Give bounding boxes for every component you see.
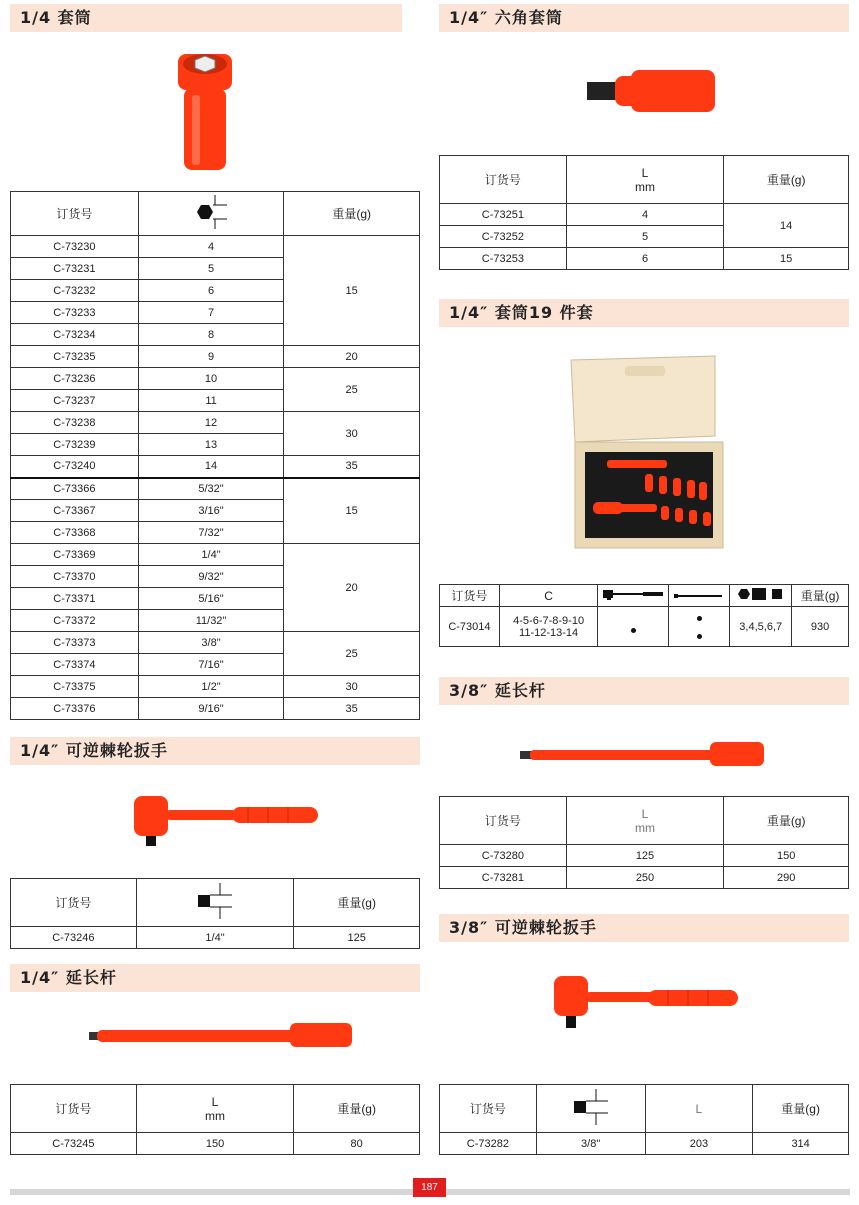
table-row: C-73376 (11, 698, 139, 720)
col-weight: 重量(g) (294, 879, 420, 927)
table-row: C-73246 (11, 927, 137, 949)
table-row: C-73234 (11, 324, 139, 346)
col-weight: 重量(g) (792, 585, 849, 607)
col-weight: 重量(g) (294, 1085, 420, 1133)
table-row: C-73252 (440, 226, 567, 248)
col-weight: 重量(g) (284, 192, 420, 236)
hex-socket-table: 订货号 L mm 重量(g) C-73251 4 14 C-73252 5 C-73253 6 15 (439, 155, 849, 270)
table-row: C-73253 (440, 248, 567, 270)
section-title-quarter-extension: 1/4″ 延长杆 (10, 964, 420, 992)
table-row: C-73240 (11, 456, 139, 478)
table-row: C-73281 (440, 867, 567, 889)
col-order-no: 订货号 (440, 585, 500, 607)
included-dot (697, 616, 702, 621)
col-weight: 重量(g) (753, 1085, 849, 1133)
section-title-quarter-socket: 1/4 套筒 (10, 4, 402, 32)
quarter-extension-table: 订货号 L mm 重量(g) C-73245 150 80 (10, 1084, 420, 1155)
ratchet-image (548, 972, 743, 1042)
col-length: L mm (566, 797, 724, 845)
table-row: C-73372 (11, 610, 139, 632)
col-c: C (499, 585, 598, 607)
table-row: C-73014 (440, 607, 500, 647)
col-order-no: 订货号 (440, 797, 567, 845)
col-weight: 重量(g) (724, 797, 849, 845)
table-row: C-73231 (11, 258, 139, 280)
table-row: C-73233 (11, 302, 139, 324)
table-row: C-73236 (11, 368, 139, 390)
table-row: C-73239 (11, 434, 139, 456)
col-order-no: 订货号 (11, 879, 137, 927)
table-row: C-73367 (11, 500, 139, 522)
ratchet-image (128, 790, 323, 860)
table-row: C-73238 (11, 412, 139, 434)
col-order-no: 订货号 (11, 192, 139, 236)
col-order-no: 订货号 (11, 1085, 137, 1133)
table-row: C-73237 (11, 390, 139, 412)
hex-square-icon (730, 585, 792, 607)
ratchet-handle-icon (598, 585, 669, 607)
section-title-three-eighth-ratchet: 3/8″ 可逆棘轮扳手 (439, 914, 849, 942)
table-row: C-73366 (11, 478, 139, 500)
col-weight: 重量(g) (724, 156, 849, 204)
table-row: C-73368 (11, 522, 139, 544)
col-length: L mm (136, 1085, 294, 1133)
extension-bar-image (518, 740, 768, 768)
table-row: C-73251 (440, 204, 567, 226)
extension-bar-image (85, 1018, 355, 1052)
square-drive-icon (136, 879, 294, 927)
hex-size-icon (138, 192, 284, 236)
square-drive-icon (536, 1085, 645, 1133)
table-row: C-73235 (11, 346, 139, 368)
col-order-no: 订货号 (440, 156, 567, 204)
section-title-hex-socket: 1/4″ 六角套筒 (439, 4, 849, 32)
included-dot (631, 628, 636, 633)
socket-set-case-image (565, 352, 730, 552)
table-row: C-73370 (11, 566, 139, 588)
table-row: C-73282 (440, 1133, 537, 1155)
extension-icon (669, 585, 730, 607)
table-row: C-73230 (11, 236, 139, 258)
table-row: C-73369 (11, 544, 139, 566)
col-length: L mm (566, 156, 724, 204)
section-title-socket-set: 1/4″ 套筒19 件套 (439, 299, 849, 327)
page-number: 187 (413, 1178, 446, 1197)
table-row: C-73373 (11, 632, 139, 654)
section-title-quarter-ratchet: 1/4″ 可逆棘轮扳手 (10, 737, 420, 765)
hex-socket-image (585, 68, 720, 114)
col-length: L (645, 1085, 753, 1133)
table-row: C-73280 (440, 845, 567, 867)
socket-image (170, 50, 240, 175)
col-order-no: 订货号 (440, 1085, 537, 1133)
table-row: C-73371 (11, 588, 139, 610)
table-row: C-73375 (11, 676, 139, 698)
socket-set-table: 订货号 C 重量(g) C-73014 4-5-6-7-8-9-10 11-12-13-14 3,4,5,6,7 930 (439, 584, 849, 647)
three-eighth-ratchet-table: 订货号 L 重量(g) C-73282 3/8" 203 314 (439, 1084, 849, 1155)
quarter-ratchet-table: 订货号 重量(g) C-73246 1/4" 125 (10, 878, 420, 949)
three-eighth-extension-table: 订货号 L mm 重量(g) C-73280 125 150 C-73281 250 290 (439, 796, 849, 889)
table-row: C-73374 (11, 654, 139, 676)
quarter-socket-table: 订货号 重量(g) C-73230 4 15 C-73231 5 C-73232 6 C-73233 7 C-73234 8 C-73235 9 20 C-73236 10 25 C-73237 11 C-73238 12 30 C-73239 13 C-73240 14 35 C-73366 5/32" 15 C-73367 3/16" C-73368 7/32" C-73369 1/4" 20 C-73370 9/32" C-73371 5/16" C-73372 11/32" C-73373 3/8" 25 C-73374 7/16" C-73375 1/2" 30 C-73376 9/16" 35 (10, 191, 420, 720)
included-dot (697, 634, 702, 639)
table-row: C-73245 (11, 1133, 137, 1155)
section-title-three-eighth-extension: 3/8″ 延长杆 (439, 677, 849, 705)
table-row: C-73232 (11, 280, 139, 302)
